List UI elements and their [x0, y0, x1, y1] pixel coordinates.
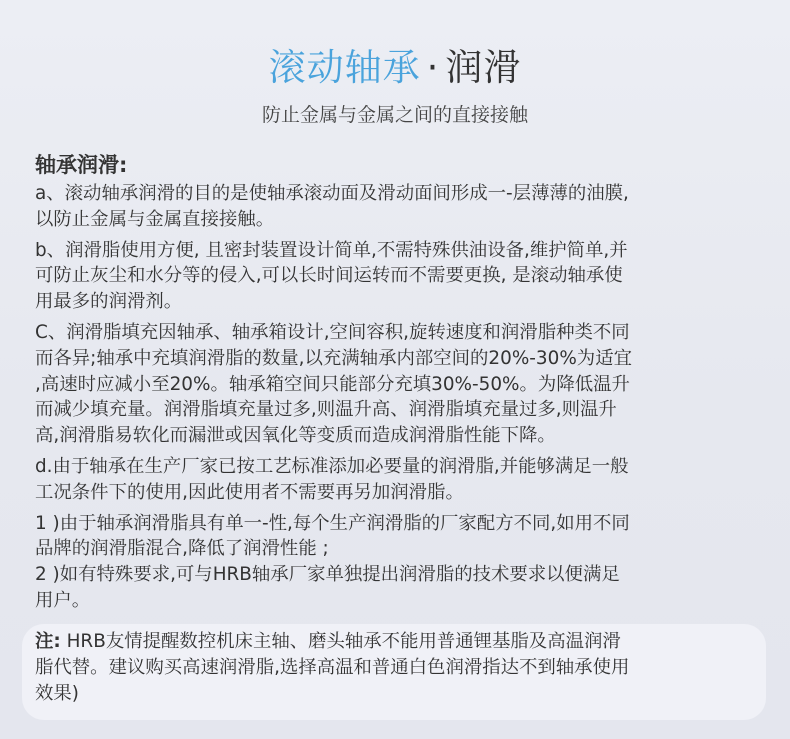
page-subtitle: 防止金属与金属之间的直接接触 — [261, 104, 528, 126]
note-body: HRB友情提醒数控机床主轴、磨头轴承不能用普通锂基脂及高温润滑 脂代替。建议购买高速润滑脂,选择高温和普通白色润滑指达不到轴承使用 效果) — [35, 631, 630, 704]
list-item-1: 1 )由于轴承润滑脂具有单一-性,每个生产润滑脂的厂家配方不同,如用不同 品牌的润滑脂混合,降低了润滑性能 ; — [35, 512, 630, 560]
note-text — [35, 629, 763, 706]
page-title — [0, 42, 790, 94]
title-separator: · — [426, 46, 440, 89]
paragraph-b: b、润滑脂使用方便, 且密封装置设计简单,不需特殊供油设备,维护简单,并 可防止灰尘和水分等的侵入,可以长时间运转而不需要更换, 是滚动轴承使 用最多的润滑剂。 — [35, 239, 628, 313]
content-body — [35, 181, 763, 614]
section-heading: 轴承润滑: — [35, 153, 128, 177]
note-label: 注: — [35, 631, 61, 652]
paragraph-c: C、润滑脂填充因轴承、轴承箱设计,空间容积,旋转速度和润滑脂种类不同 而各异;轴承中充填润滑脂的数量,以充满轴承内部空间的20%-30%为适宜 ,高速时应减小至20%。轴承箱空间只能部分充填30%-50%。为降低温升 而减少填充量。润滑脂填充量过多,则温升高、润滑脂填充量过多,则温升 高,润滑脂易软化而漏泄或因氧化等变质而造成润滑脂性能下降。 — [35, 321, 632, 447]
list-item-2: 2 )如有特殊要求,可与HRB轴承厂家单独提出润滑脂的技术要求以便满足 用户。 — [35, 564, 620, 611]
title-highlight: 滚动轴承 — [268, 46, 421, 89]
paragraph-d: d.由于轴承在生产厂家已按工艺标准添加必要量的润滑脂,并能够满足一般 工况条件下的使用,因此使用者不需要再另加润滑脂。 — [35, 455, 629, 503]
paragraph-a: a、滚动轴承润滑的目的是使轴承滚动面及滑动面间形成一-层薄薄的油膜, 以防止金属与金属直接接触。 — [35, 183, 629, 230]
title-main: 润滑 — [445, 46, 522, 89]
